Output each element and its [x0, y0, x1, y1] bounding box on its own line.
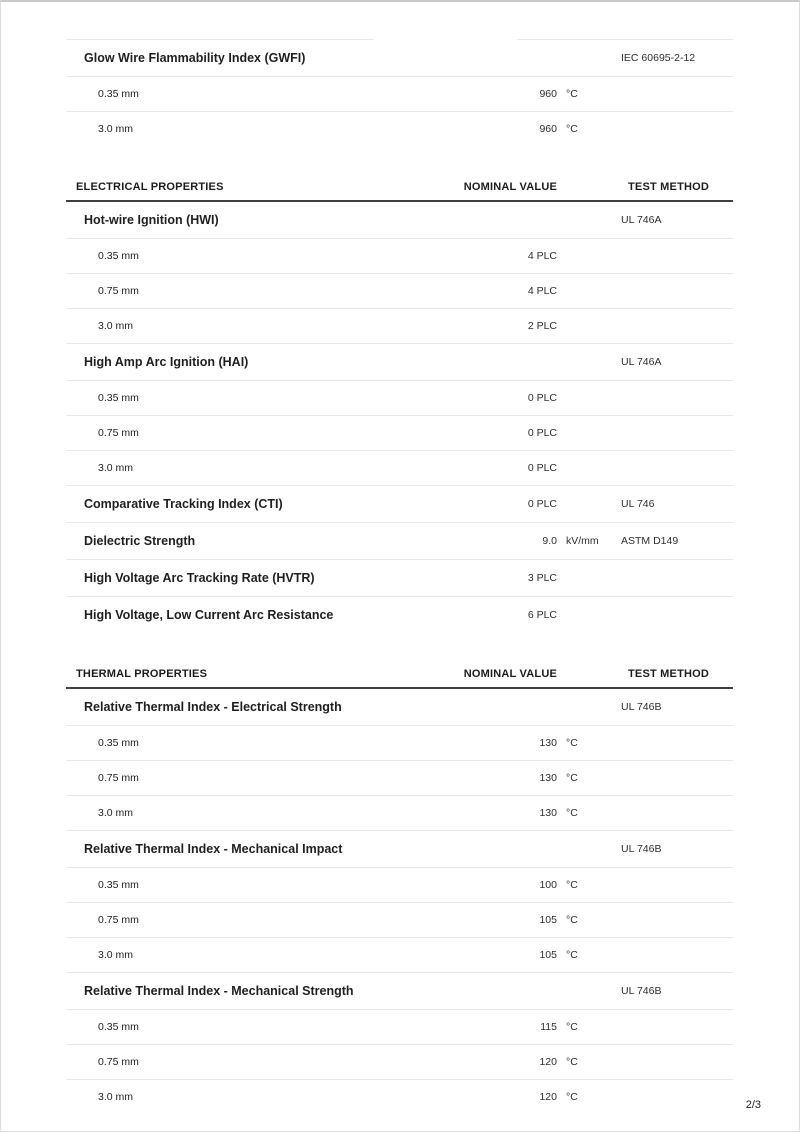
- nominal-value: 4 PLC: [527, 250, 557, 262]
- table-row: [66, 831, 733, 868]
- page-content: [1, 2, 799, 1114]
- nominal-value: 120: [539, 1091, 557, 1103]
- nominal-value: 0 PLC: [527, 392, 557, 404]
- nominal-value: 105: [539, 949, 557, 961]
- row-label: 3.0 mm: [98, 320, 134, 332]
- value-unit: [566, 202, 621, 238]
- nominal-value: 115: [540, 1021, 557, 1033]
- table-row: [66, 451, 733, 486]
- test-method: [621, 112, 735, 146]
- table-header-row: [66, 174, 733, 202]
- table-row: [66, 486, 733, 523]
- test-method: IEC 60695-2-12: [621, 52, 696, 64]
- row-label: Relative Thermal Index - Electrical Strength: [84, 700, 342, 714]
- value-unit: °C: [566, 88, 578, 100]
- row-label: 0.75 mm: [98, 772, 139, 784]
- test-method-header: TEST METHOD: [628, 668, 710, 680]
- table-row: [66, 560, 733, 597]
- table-row: [66, 112, 733, 146]
- test-method: UL 746B: [621, 701, 662, 713]
- nominal-value: 3 PLC: [527, 572, 557, 584]
- table-row: [66, 381, 733, 416]
- value-unit: [566, 973, 621, 1009]
- row-label: High Voltage, Low Current Arc Resistance: [84, 608, 334, 622]
- value-unit: [566, 560, 621, 596]
- nominal-value: 0 PLC: [527, 498, 557, 510]
- nominal-value: 130: [539, 772, 557, 784]
- value-unit: °C: [566, 1056, 578, 1068]
- row-label: Hot-wire Ignition (HWI): [84, 213, 219, 227]
- table-row: [66, 1045, 733, 1080]
- nominal-value: 4 PLC: [527, 285, 557, 297]
- table-header-row: [66, 661, 733, 689]
- value-unit: °C: [566, 1091, 578, 1103]
- row-label: 0.75 mm: [98, 427, 139, 439]
- test-method: [621, 597, 735, 633]
- nominal-value: 130: [539, 737, 557, 749]
- row-label: 0.35 mm: [98, 250, 139, 262]
- value-unit: [566, 831, 621, 867]
- section-title: ELECTRICAL PROPERTIES: [76, 181, 224, 193]
- value-unit: °C: [566, 949, 578, 961]
- nominal-value: 105: [539, 914, 557, 926]
- section-title: THERMAL PROPERTIES: [76, 668, 208, 680]
- value-unit: [566, 416, 621, 450]
- test-method: [621, 903, 735, 937]
- value-unit: [566, 239, 621, 273]
- nominal-value: 100: [539, 879, 557, 891]
- table-row: [66, 309, 733, 344]
- table-row: [66, 202, 733, 239]
- value-unit: °C: [566, 807, 578, 819]
- row-label: Relative Thermal Index - Mechanical Strength: [84, 984, 354, 998]
- value-unit: [566, 597, 621, 633]
- table-row: [66, 274, 733, 309]
- property-tables: [66, 40, 733, 1114]
- table-row: [66, 416, 733, 451]
- row-label: 0.35 mm: [98, 88, 139, 100]
- row-label: 3.0 mm: [98, 462, 134, 474]
- row-label: Glow Wire Flammability Index (GWFI): [84, 51, 306, 65]
- table-row: [66, 761, 733, 796]
- properties-table: [66, 174, 733, 633]
- test-method: UL 746B: [621, 843, 662, 855]
- test-method: [621, 868, 735, 902]
- value-unit: [566, 40, 621, 76]
- properties-table: [66, 40, 733, 146]
- test-method: [621, 560, 735, 596]
- table-row: [66, 344, 733, 381]
- test-method: UL 746A: [621, 356, 662, 368]
- test-method-header: TEST METHOD: [628, 181, 710, 193]
- table-row: [66, 796, 733, 831]
- table-row: [66, 597, 733, 633]
- test-method: UL 746B: [621, 985, 662, 997]
- test-method: [621, 1045, 735, 1079]
- nominal-value: 120: [539, 1056, 557, 1068]
- value-unit: °C: [566, 737, 578, 749]
- table-body: [66, 689, 733, 1114]
- value-unit: [566, 451, 621, 485]
- test-method: [621, 416, 735, 450]
- row-label: 0.75 mm: [98, 285, 139, 297]
- test-method: [621, 381, 735, 415]
- table-row: [66, 239, 733, 274]
- nominal-value-header: NOMINAL VALUE: [463, 181, 557, 193]
- nominal-value: 2 PLC: [527, 320, 557, 332]
- test-method: [621, 1010, 735, 1044]
- row-label: 3.0 mm: [98, 1091, 134, 1103]
- nominal-value: 960: [539, 88, 557, 100]
- row-label: 3.0 mm: [98, 949, 134, 961]
- row-label: 0.35 mm: [98, 392, 139, 404]
- value-unit: [566, 689, 621, 725]
- value-unit: [566, 309, 621, 343]
- row-label: 0.35 mm: [98, 1021, 139, 1033]
- properties-table: [66, 661, 733, 1114]
- row-label: Dielectric Strength: [84, 534, 196, 548]
- table-row: [66, 726, 733, 761]
- value-unit: [566, 486, 621, 522]
- row-label: 0.35 mm: [98, 737, 139, 749]
- test-method: [621, 239, 735, 273]
- nominal-value: 960: [539, 123, 557, 135]
- test-method: [621, 451, 735, 485]
- test-method: [621, 1080, 735, 1114]
- table-row: [66, 77, 733, 112]
- table-row: [66, 903, 733, 938]
- test-method: UL 746: [621, 498, 655, 510]
- table-row: [66, 973, 733, 1010]
- nominal-value: 6 PLC: [527, 609, 557, 621]
- nominal-value: 9.0: [542, 535, 557, 547]
- test-method: ASTM D149: [621, 535, 679, 547]
- value-unit: °C: [566, 772, 578, 784]
- value-unit: °C: [566, 914, 578, 926]
- row-label: 3.0 mm: [98, 807, 134, 819]
- table-body: [66, 202, 733, 633]
- test-method: [621, 796, 735, 830]
- row-label: 3.0 mm: [98, 123, 134, 135]
- row-label: 0.35 mm: [98, 879, 139, 891]
- value-unit: [566, 381, 621, 415]
- table-row: [66, 689, 733, 726]
- value-unit: kV/mm: [566, 535, 599, 547]
- nominal-value: 0 PLC: [527, 462, 557, 474]
- nominal-value-header: NOMINAL VALUE: [463, 668, 557, 680]
- test-method: [621, 761, 735, 795]
- test-method: [621, 274, 735, 308]
- value-unit: °C: [566, 123, 578, 135]
- row-label: 0.75 mm: [98, 1056, 139, 1068]
- page-number: 2/3: [745, 1099, 761, 1111]
- table-row: [66, 1080, 733, 1114]
- value-unit: [566, 274, 621, 308]
- test-method: [621, 309, 735, 343]
- table-row: [66, 868, 733, 903]
- nominal-value: 130: [539, 807, 557, 819]
- value-unit: [566, 344, 621, 380]
- value-unit: °C: [566, 1021, 578, 1033]
- test-method: UL 746A: [621, 214, 662, 226]
- table-row: [66, 938, 733, 973]
- table-row: [66, 523, 733, 560]
- row-label: High Voltage Arc Tracking Rate (HVTR): [84, 571, 315, 585]
- value-unit: °C: [566, 879, 578, 891]
- row-label: High Amp Arc Ignition (HAI): [84, 355, 249, 369]
- table-row: [66, 40, 733, 77]
- test-method: [621, 938, 735, 972]
- test-method: [621, 726, 735, 760]
- table-row: [66, 1010, 733, 1045]
- nominal-value: 0 PLC: [527, 427, 557, 439]
- row-label: Relative Thermal Index - Mechanical Impact: [84, 842, 343, 856]
- table-body: [66, 40, 733, 146]
- row-label: Comparative Tracking Index (CTI): [84, 497, 283, 511]
- row-label: 0.75 mm: [98, 914, 139, 926]
- test-method: [621, 77, 735, 111]
